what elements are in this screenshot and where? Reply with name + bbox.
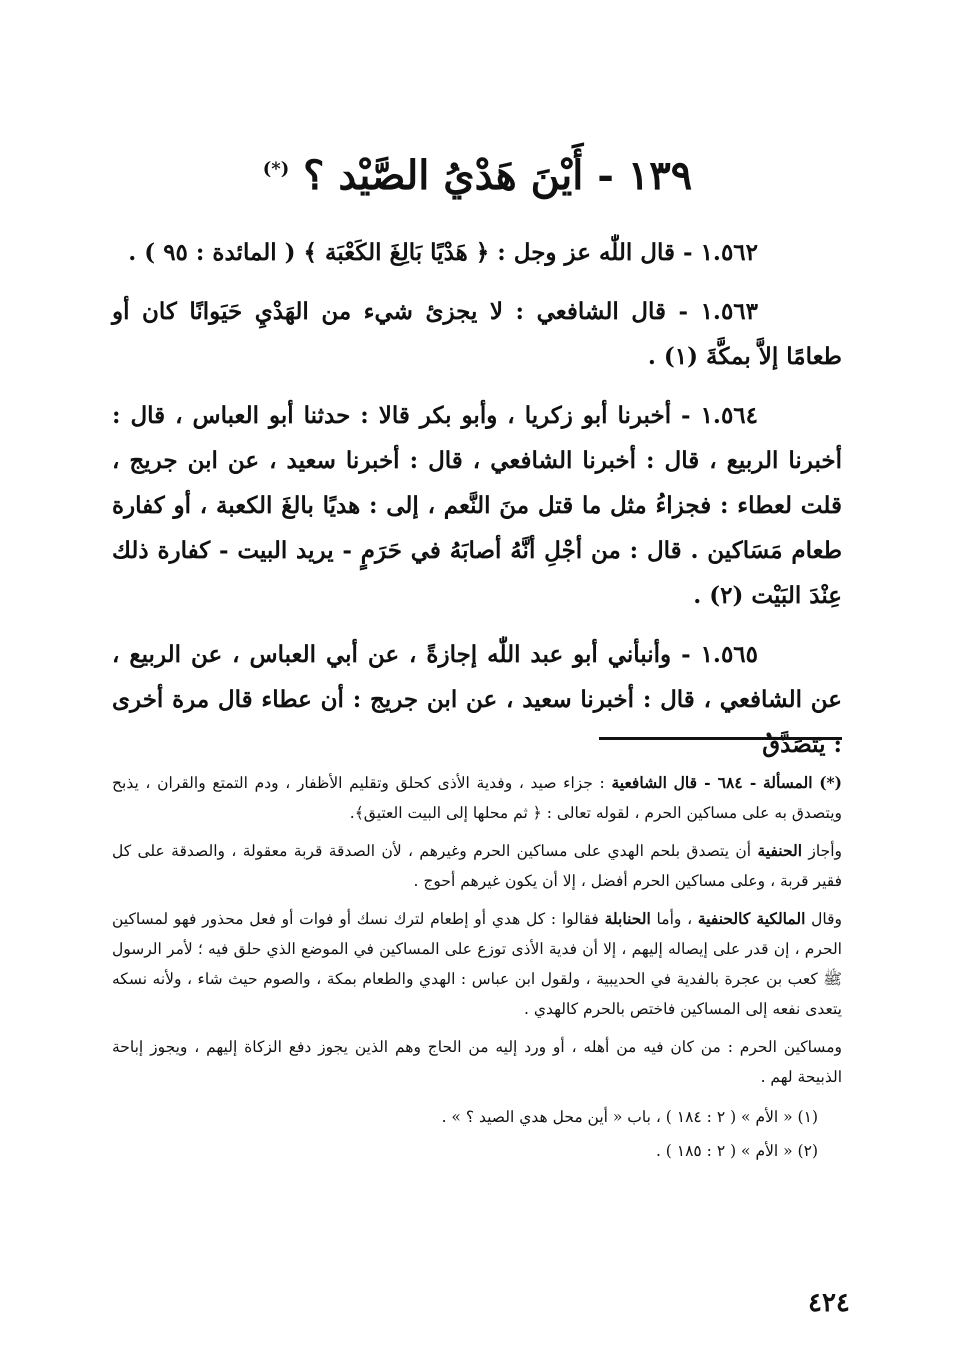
footnote-separator [599,737,842,740]
main-text [112,230,842,781]
footnote-maliki-hanbali: وقال المالكية كالحنفية ، وأما الحنابلة فقالوا : كل هدي أو إطعام لترك نسك أو فوات أو فعل محذور فهو لمساكين الحرم ، إن قدر على إيصاله إليهم ، إلا أن فدية الأذى توزع على المساكين في الموضع الذي حلق فيه ؛ لأمر الرسول ﷺ كعب بن عجرة بالفدية في الحديبية ، ولقول ابن عباس : الهدي والطعام بمكة ، والصوم حيث شاء ، ولأنه نسكه يتعدى نفعه إلى المساكين فاختص بالحرم كالهدي . [112,909,843,1018]
footnote-haram-poor: ومساكين الحرم : من كان فيه من أهله ، أو ورد إليه من الحاج وهم الذين يجوز دفع الزكاة إليهم ، ويجوز إباحة الذبيحة لهم . [112,1038,842,1086]
paragraph-1564: ١.٥٦٤ - أخبرنا أبو زكريا ، وأبو بكر قالا : حدثنا أبو العباس ، قال : أخبرنا الربيع ، قال : أخبرنا الشافعي ، قال : أخبرنا سعيد ، عن ابن جريج ، قلت لعطاء : فجزاءُ مثل ما قتل منَ النَّعم ، إلى : هديًا بالغَ الكعبة ، أو كفارة طعام مَسَاكين . قال : من أجْلِ أنَّهُ أصابَهُ في حَرَمٍ - يريد البيت - كفارة ذلك عِنْدَ البَيْت (٢) . [112,402,842,609]
chapter-title-text: ١٣٩ - أَيْنَ هَدْيُ الصَّيْد ؟ [303,152,693,199]
paragraph-1563: ١.٥٦٣ - قال الشافعي : لا يجزئ شيء من الهَدْيِ حَيَوانًا كان أو طعامًا إلاَّ بمكَّةَ (١) . [112,298,842,370]
reference-2: (٢) « الأم » ( ٢ : ١٨٥ ) . [655,1142,818,1160]
footnote-marker: (*) [262,158,290,180]
page-number: ٤٢٤ [808,1288,850,1318]
footnotes [112,768,842,1168]
paragraph-1562: ١.٥٦٢ - قال اللّٰه عز وجل : ﴿ هَدْيًا بَالِغَ الكَعْبَة ﴾ ( المائدة : ٩٥ ) . [128,239,758,266]
reference-1: (١) « الأم » ( ٢ : ١٨٤ ) ، باب « أين محل هدي الصيد ؟ » . [441,1108,818,1126]
references [112,1100,842,1168]
chapter-title [0,152,955,199]
footnote-hanafi: وأجاز الحنفية أن يتصدق بلحم الهدي على مساكين الحرم وغيرهم ، لأن الصدقة قربة معقولة ، والصدقة على كل فقير قربة ، وعلى مساكين الحرم أفضل ، إلا أن يكون غيرهم أحوج . [112,841,842,890]
paragraph-1565: ١.٥٦٥ - وأنبأني أبو عبد اللّٰه إجازةً ، عن أبي العباس ، عن الربيع ، عن الشافعي ، قال : أخبرنا سعيد ، عن ابن جريج : أن عطاء قال مرة أخرى : يَتَصَدَّقُ [112,641,842,758]
footnote-issue: (*) المسألة - ٦٨٤ - قال الشافعية : جزاء صيد ، وفدية الأذى كحلق وتقليم الأظفار ، ودم التمتع والقران ، يذبح ويتصدق به على مساكين الحرم ، لقوله تعالى : ﴿ ثم محلها إلى البيت العتيق﴾. [112,773,842,822]
